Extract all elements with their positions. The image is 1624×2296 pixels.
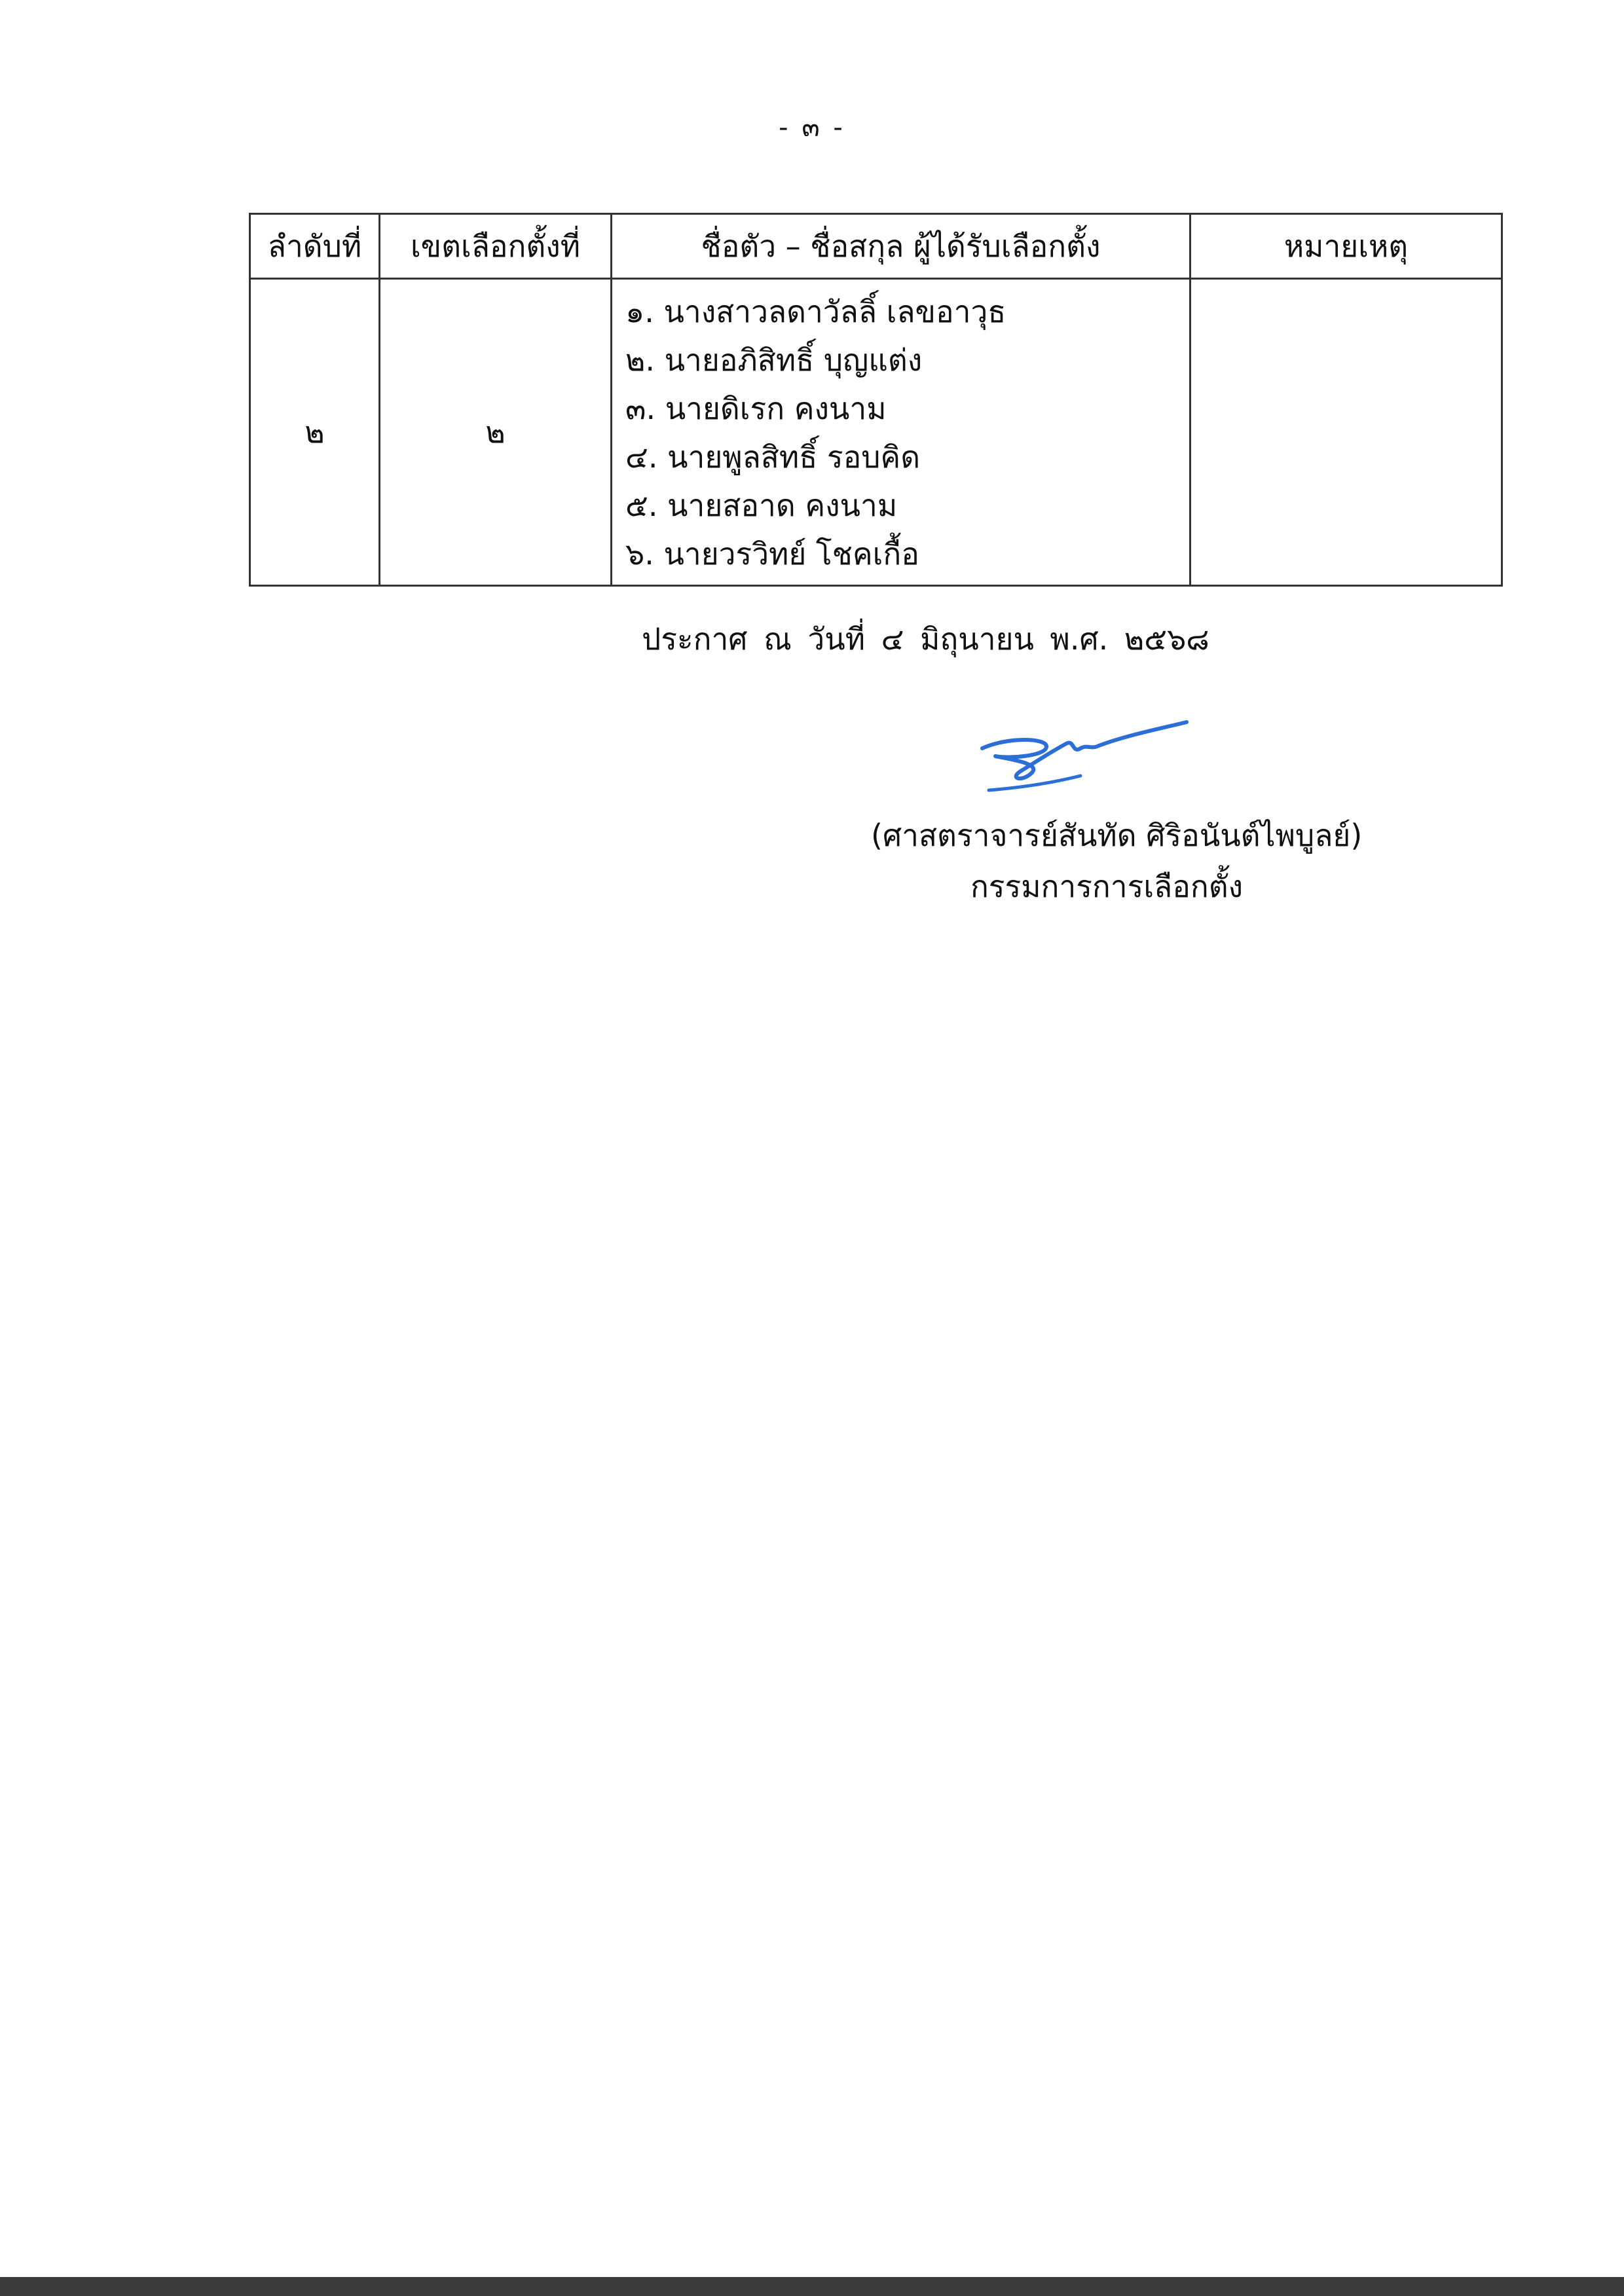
- elected-members-table: [249, 213, 1503, 587]
- signer-title: กรรมการการเลือกตั้ง: [970, 869, 1244, 904]
- elected-name: ๒. นายอภิสิทธิ์ บุญแต่ง: [625, 342, 923, 378]
- scan-bottom-edge: [0, 2277, 1624, 2296]
- cell-remark: [1190, 279, 1502, 586]
- table-row: [250, 279, 1502, 586]
- handwritten-signature: [969, 710, 1192, 802]
- header-remark: หมายเหตุ: [1190, 214, 1502, 279]
- signer-name: (ศาสตราจารย์สันทัด ศิริอนันต์ไพบูลย์): [871, 818, 1363, 853]
- page-number: - ๓ -: [779, 113, 845, 143]
- elected-name: ๕. นายสอาด คงนาม: [625, 488, 898, 523]
- elected-name: ๖. นายวรวิทย์ โชคเกื้อ: [625, 536, 919, 572]
- cell-order: ๒: [250, 279, 380, 586]
- signature-underline-stroke: [989, 776, 1080, 790]
- elected-members-table-container: [249, 213, 1501, 587]
- header-order: ลำดับที่: [250, 214, 380, 279]
- header-district: เขตเลือกตั้งที่: [380, 214, 612, 279]
- signature-stroke: [982, 722, 1187, 778]
- cell-district: ๒: [380, 279, 612, 586]
- elected-name: ๔. นายพูลสิทธิ์ รอบคิด: [625, 439, 921, 475]
- cell-names: [612, 279, 1190, 586]
- elected-name: ๑. นางสาวลดาวัลลิ์ เลขอาวุธ: [625, 294, 1006, 329]
- header-names: ชื่อตัว – ชื่อสกุล ผู้ได้รับเลือกตั้ง: [612, 214, 1190, 279]
- table-header-row: [250, 214, 1502, 279]
- elected-name: ๓. นายดิเรก คงนาม: [625, 391, 887, 426]
- announcement-date: ประกาศ ณ วันที่ ๔ มิถุนายน พ.ศ. ๒๕๖๘: [642, 621, 1209, 657]
